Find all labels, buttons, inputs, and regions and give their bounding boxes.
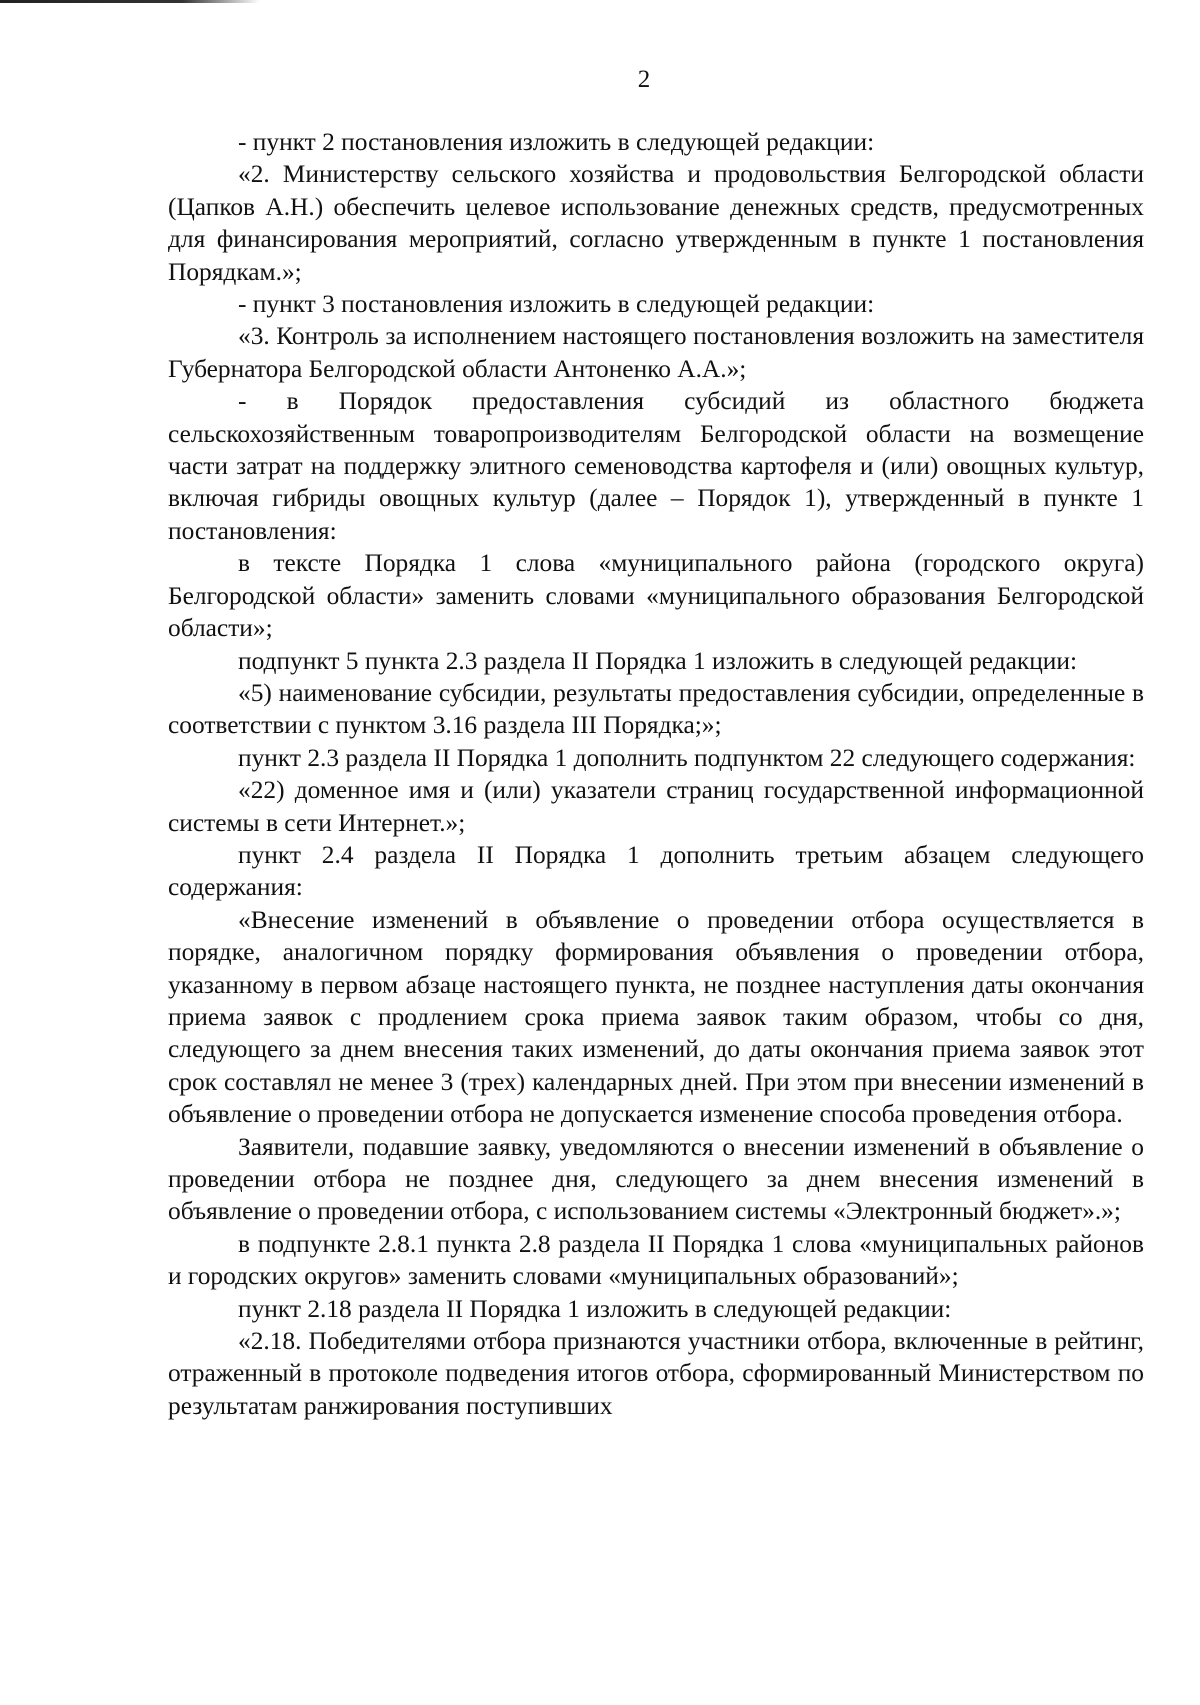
paragraph: «2. Министерству сельского хозяйства и продовольствия Белгородской области (Цапков А.Н.) обеспечить целевое использование денежных средств, предусмотренных для финансирования мероприятий, согласно утвержденным в пункте 1 постановления Порядкам.»; [168,160,1144,286]
paragraph: «3. Контроль за исполнением настоящего постановления возложить на заместителя Губернатора Белгородской области Антоненко А.А.»; [168,322,1144,383]
document-body [168,126,1144,1422]
paragraph: «22) доменное имя и (или) указатели страниц государственной информационной системы в сети Интернет.»; [168,776,1144,837]
page-number: 2 [637,66,651,93]
paragraph: - пункт 2 постановления изложить в следующей редакции: [238,128,875,156]
paragraph: - в Порядок предоставления субсидий из областного бюджета сельскохозяйственным товаропроизводителям Белгородской области на возмещение части затрат на поддержку элитного семеноводства картофеля и (или) овощных культур, включая гибриды овощных культур (далее – Порядок 1), утвержденный в пункте 1 постановления: [168,387,1144,545]
paragraph: - пункт 3 постановления изложить в следующей редакции: [238,290,875,319]
paragraph: в подпункте 2.8.1 пункта 2.8 раздела II Порядка 1 слова «муниципальных районов и городских округов» заменить словами «муниципальных образований»; [168,1229,1144,1291]
paragraph: пункт 2.4 раздела II Порядка 1 дополнить третьим абзацем следующего содержания: [168,840,1144,902]
paragraph: подпункт 5 пункта 2.3 раздела II Порядка 1 изложить в следующей редакции: [238,646,1078,675]
paragraph: «2.18. Победителями отбора признаются участники отбора, включенные в рейтинг, отраженный в протоколе подведения итогов отбора, сформированный Министерством по результатам ранжирования поступивших [168,1327,1144,1420]
paragraph: «Внесение изменений в объявление о проведении отбора осуществляется в порядке, аналогичном порядку формирования объявления о проведении отбора, указанному в первом абзаце настоящего пункта, не позднее наступления даты окончания приема заявок с продлением срока приема заявок таким образом, чтобы со дня, следующего за днем внесения таких изменений, до даты окончания приема заявок этот срок составлял не менее 3 (трех) календарных дней. При этом при внесении изменений в объявление о проведении отбора не допускается изменение способа проведения отбора. [168,905,1144,1129]
paragraph: пункт 2.18 раздела II Порядка 1 изложить в следующей редакции: [238,1294,952,1323]
paragraph: «5) наименование субсидии, результаты предоставления субсидии, определенные в соответствии с пунктом 3.16 раздела III Порядка;»; [168,678,1144,740]
paragraph: пункт 2.3 раздела II Порядка 1 дополнить подпунктом 22 следующего содержания: [238,743,1136,772]
paragraph: Заявители, подавшие заявку, уведомляются о внесении изменений в объявление о проведении отбора не позднее дня, следующего за днем внесения изменений в объявление о проведении отбора, с использованием системы «Электронный бюджет».»; [168,1132,1144,1226]
paragraph: в тексте Порядка 1 слова «муниципального района (городского округа) Белгородской области» заменить словами «муниципального образования Белгородской области»; [168,549,1144,643]
